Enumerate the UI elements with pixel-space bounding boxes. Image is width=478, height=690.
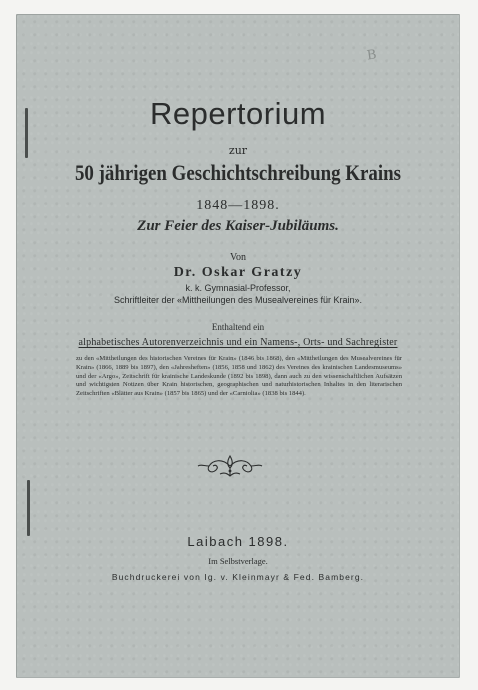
contents-title: alphabetisches Autorenverzeichnis und ein Namens-, Orts- und Sachregister (78, 337, 398, 348)
publisher-note: Im Selbstverlage. (208, 556, 268, 566)
author-role-2: Schriftleiter der «Mittheilungen des Musealvereines für Krain». (113, 295, 363, 305)
binding-mark-bottom (27, 480, 30, 536)
by-line: Von (230, 252, 246, 263)
title-connector: zur (228, 144, 248, 157)
author-role-1: k. k. Gymnasial-Professor, (185, 283, 291, 293)
book-title: Repertorium (149, 96, 327, 131)
contents-description: zu den «Mittheilungen des historischen Vereines für Krain» (1846 bis 1868), den «Mittheilungen des Musealvereines für Krain» (1866, 1889 bis 1897), den «Jahresheften» (1856, 1858 und 1862) des Vereines des krainischen Landesmuseums» und der «Argo», Zeitschrift für krainische Landeskunde (1892 bis 1898), dann auch zu den wissenschaftlichen Aufsätzen und wichtigsten Notizen über Krain historischen, geographischen und naturhistorischen Inhaltes in den literarischen Zeitschriften «Blätter aus Krain» (1857 bis 1865) und der «Carniolia» (1838 bis 1844). (76, 355, 402, 398)
contents-intro: Enthaltend ein (211, 322, 265, 332)
printer-line: Buchdruckerei von Ig. v. Kleinmayr & Fed. Bamberg. (111, 572, 365, 582)
vignette-ornament-icon (196, 452, 264, 480)
author-name: Dr. Oskar Gratzy (173, 265, 303, 280)
year-range: 1848—1898. (196, 198, 280, 213)
pencil-mark: B (366, 47, 378, 64)
place-year: Laibach 1898. (187, 534, 289, 549)
occasion-line: Zur Feier des Kaiser-Jubiläums. (137, 218, 339, 234)
book-subtitle: 50 jährigen Geschichtschreibung Krains (74, 160, 402, 185)
